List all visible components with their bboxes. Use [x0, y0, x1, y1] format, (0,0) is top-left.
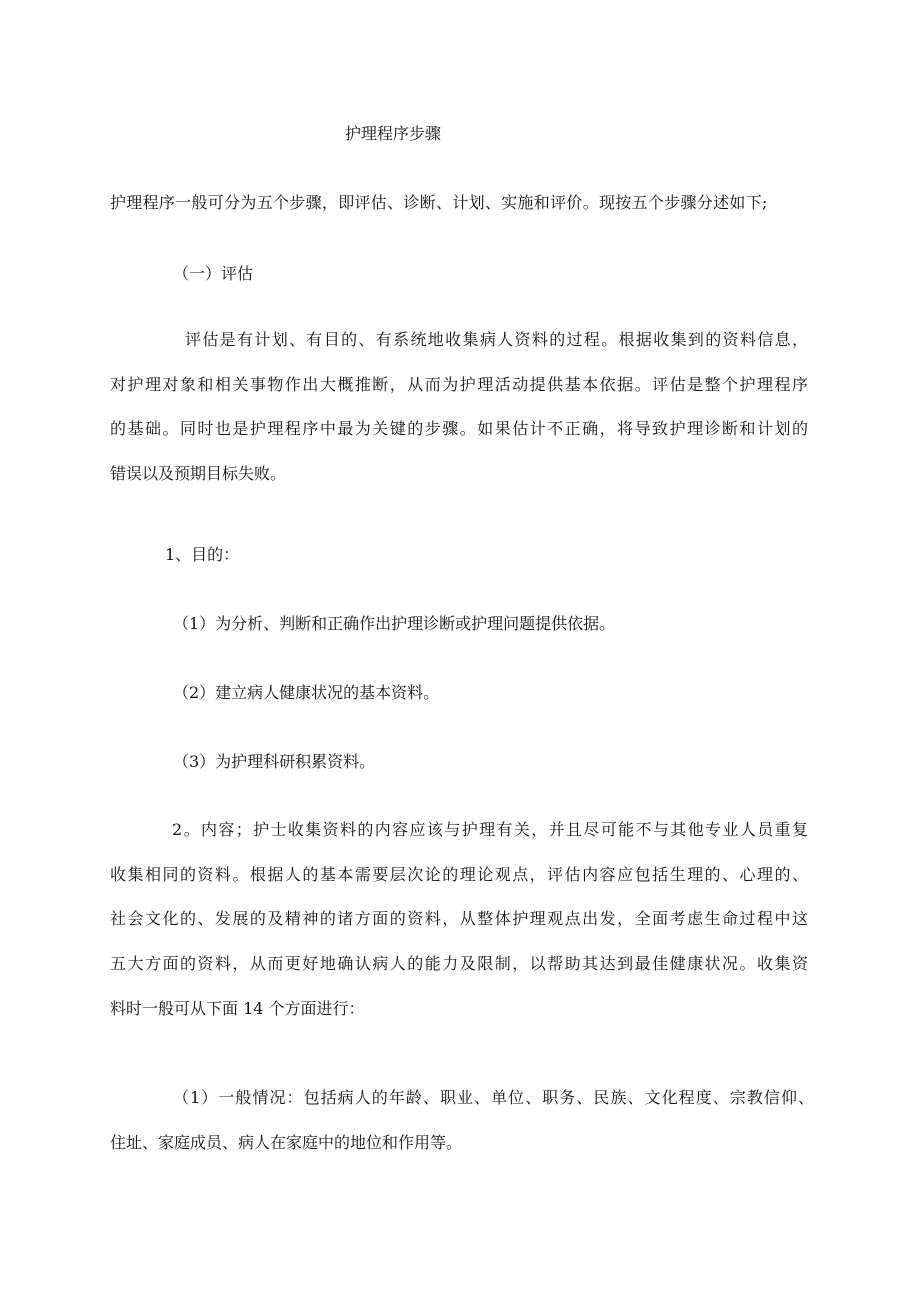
- content-line-2: 收集相同的资料。根据人的基本需要层次论的理论观点，评估内容应包括生理的、心理的、: [110, 864, 808, 884]
- assessment-paragraph: [110, 318, 808, 497]
- general-line-1: （1）一般情况：包括病人的年龄、职业、单位、职务、民族、文化程度、宗教信仰、: [173, 1088, 814, 1107]
- section-heading-assessment: （一）评估: [173, 264, 254, 283]
- purpose-item-1: （1）为分析、判断和正确作出护理诊断或护理问题提供依据。: [173, 614, 616, 633]
- content-line-4: 五大方面的资料，从而更好地确认病人的能力及限制，以帮助其达到最佳健康状况。收集资: [110, 954, 808, 974]
- assessment-line-3: 的基础。同时也是护理程序中最为关键的步骤。如果估计不正确，将导致护理诊断和计划的: [110, 419, 808, 439]
- content-paragraph: [110, 808, 808, 1031]
- general-info-paragraph: [110, 1076, 814, 1165]
- content-line-1: 2。内容；护士收集资料的内容应该与护理有关，并且尽可能不与其他专业人员重复: [172, 820, 808, 839]
- assessment-line-1: 评估是有计划、有目的、有系统地收集病人资料的过程。根据收集到的资料信息，: [185, 330, 808, 349]
- assessment-line-2: 对护理对象和相关事物作出大概推断，从而为护理活动提供基本依据。评估是整个护理程序: [110, 374, 808, 394]
- purpose-item-3: （3）为护理科研积累资料。: [173, 752, 376, 771]
- purpose-item-2: （2）建立病人健康状况的基本资料。: [173, 683, 440, 702]
- intro-paragraph: 护理程序一般可分为五个步骤，即评估、诊断、计划、实施和评价。现按五个步骤分述如下;: [110, 193, 768, 212]
- general-line-2: 住址、家庭成员、病人在家庭中的地位和作用等。: [110, 1132, 463, 1152]
- assessment-line-4: 错误以及预期目标失败。: [110, 464, 287, 484]
- purpose-heading: 1、目的：: [165, 545, 240, 564]
- page-title: 护理程序步骤: [345, 124, 442, 143]
- content-line-5: 料时一般可从下面 14 个方面进行：: [110, 998, 365, 1018]
- content-line-3: 社会文化的、发展的及精神的诸方面的资料，从整体护理观点出发，全面考虑生命过程中这: [110, 909, 808, 929]
